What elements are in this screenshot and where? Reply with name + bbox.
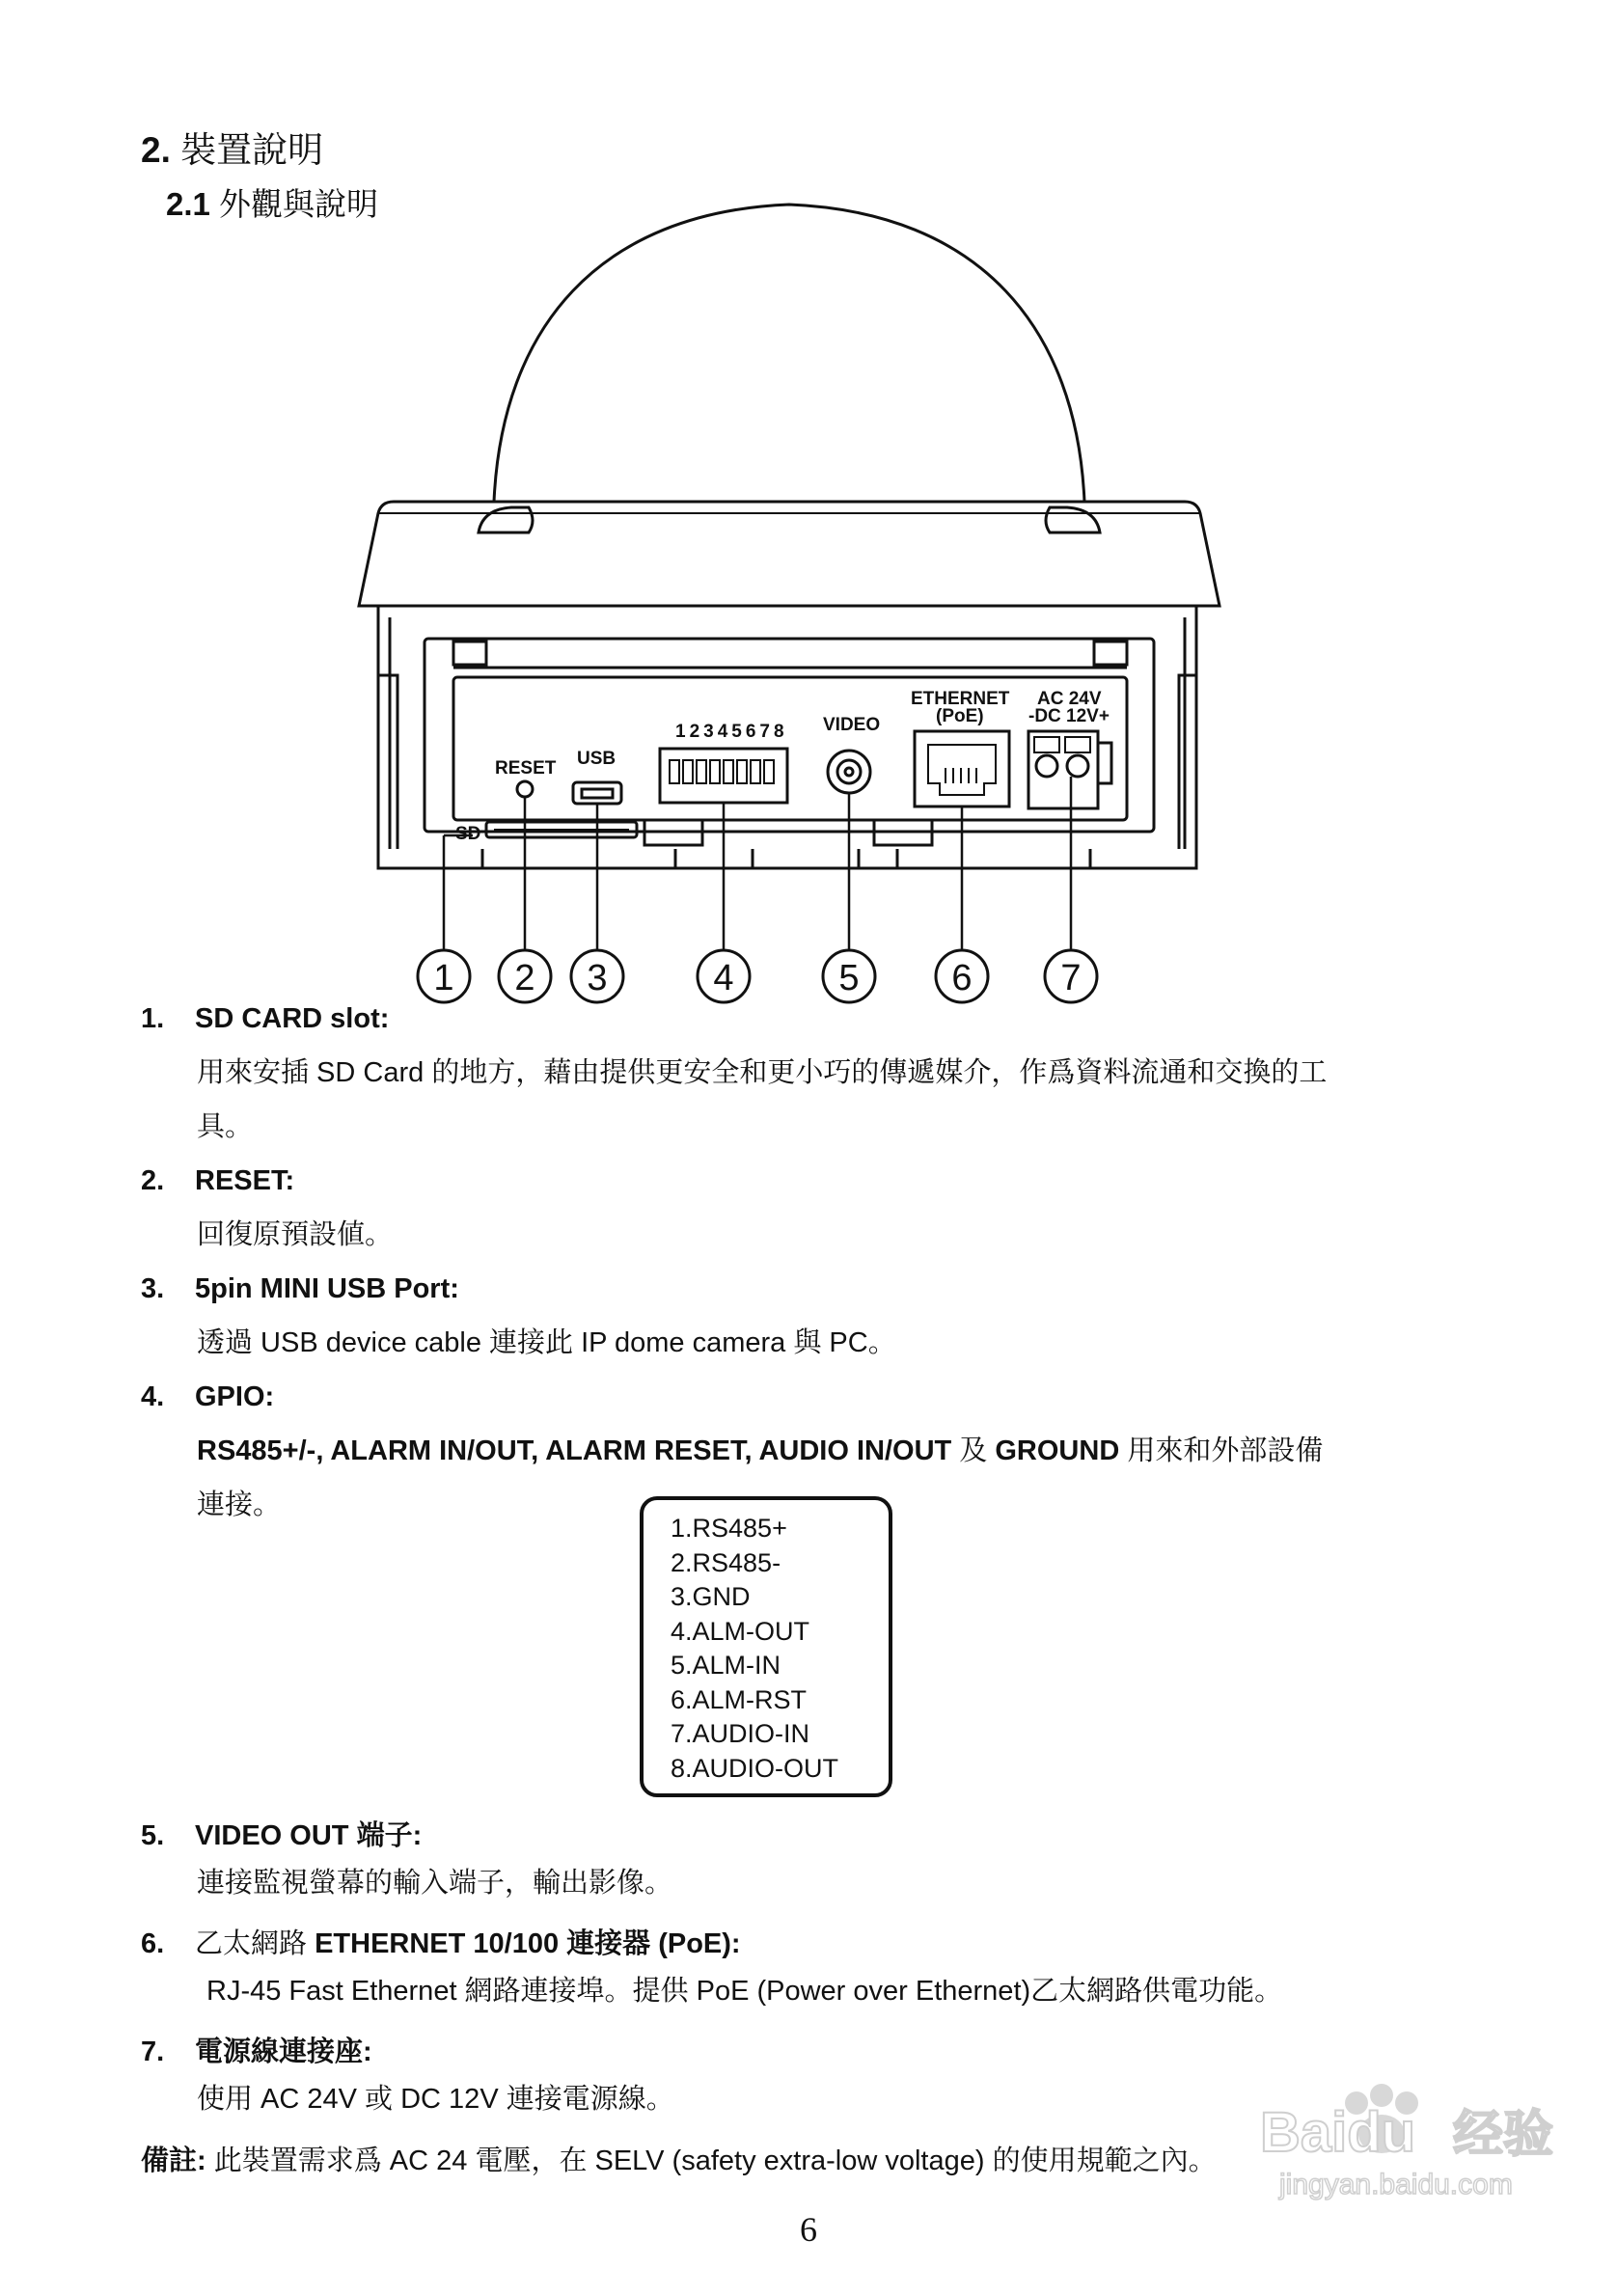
item-7-desc: 使用 AC 24V 或 DC 12V 連接電源線。 (197, 2084, 674, 2115)
label-usb: USB (577, 749, 617, 769)
item-4-title: 4. GPIO: (141, 1381, 275, 1412)
gpio-pin: 7.AUDIO-IN (671, 1719, 810, 1748)
gpio-pin: 4.ALM-OUT (671, 1616, 810, 1646)
callout-5: 5 (838, 958, 860, 998)
label-ac: AC 24V (1037, 689, 1102, 709)
note-label: 備註: (141, 2146, 206, 2176)
callout-7: 7 (1060, 958, 1082, 998)
subsection-title: 外觀與說明 (219, 186, 379, 222)
watermark-brand: Baidu (1260, 2101, 1416, 2164)
label-ethernet: ETHERNET (911, 689, 1010, 709)
camera-rear-diagram (0, 0, 1617, 1013)
label-sd: SD (455, 824, 481, 844)
callout-4: 4 (713, 958, 734, 998)
note-text: 此裝置需求爲 AC 24 電壓，在 SELV (safety extra-low voltage) 的使用規範之內。 (206, 2146, 1217, 2176)
item-1-desc: 用來安插 SD Card 的地方，藉由提供更安全和更小巧的傳遞媒介，作爲資料流通和交換的工 具。 (197, 1057, 1328, 1142)
callout-1: 1 (433, 958, 454, 998)
item-5-desc: 連接監視螢幕的輸入端子，輸出影像。 (197, 1868, 673, 1899)
label-dc: -DC 12V+ (1028, 706, 1110, 726)
baidu-watermark (1154, 2074, 1578, 2209)
item-4-desc: RS485+/-, ALARM IN/OUT, ALARM RESET, AUDIO IN/OUT 及 GROUND 用來和外部設備 連接。 (197, 1435, 1324, 1520)
gpio-pin: 1.RS485+ (671, 1514, 787, 1543)
gpio-pin-list (640, 1496, 892, 1797)
item-2-desc: 回復原預設値。 (197, 1219, 394, 1250)
callout-6: 6 (951, 958, 973, 998)
item-6-desc: RJ-45 Fast Ethernet 網路連接埠。提供 PoE (Power over Ethernet)乙太網路供電功能。 (206, 1976, 1283, 2007)
label-dip-numbers: 12345678 (675, 722, 788, 742)
page-number: 6 (800, 2210, 817, 2249)
label-poe: (PoE) (936, 706, 984, 726)
callout-2: 2 (514, 958, 535, 998)
section-number: 2. (141, 130, 171, 170)
gpio-pin: 8.AUDIO-OUT (671, 1753, 839, 1783)
gpio-pin: 5.ALM-IN (671, 1651, 781, 1680)
item-1-title: 1. SD CARD slot: (141, 1003, 390, 1034)
watermark-url: jingyan.baidu.com (1279, 2169, 1513, 2200)
note (141, 2139, 1217, 2178)
watermark-cn: 经验 (1453, 2107, 1554, 2163)
callout-3: 3 (587, 958, 608, 998)
gpio-pin: 3.GND (671, 1582, 751, 1611)
item-3-desc: 透過 USB device cable 連接此 IP dome camera 與 PC。 (197, 1327, 896, 1358)
section-title: 裝置說明 (180, 130, 324, 170)
item-3-title: 3. 5pin MINI USB Port: (141, 1273, 459, 1304)
item-7-title: 7. 電源線連接座: (141, 2036, 372, 2067)
subsection-number: 2.1 (166, 186, 210, 222)
item-5-title: 5. VIDEO OUT 端子: (141, 1820, 423, 1851)
gpio-pin: 6.ALM-RST (671, 1684, 808, 1714)
label-reset: RESET (495, 758, 557, 779)
gpio-pin: 2.RS485- (671, 1547, 781, 1577)
item-2-title: 2. RESET: (141, 1165, 295, 1196)
label-video: VIDEO (823, 715, 881, 735)
item-6-title: 6. 乙太網路 ETHERNET 10/100 連接器 (PoE): (141, 1928, 741, 1959)
